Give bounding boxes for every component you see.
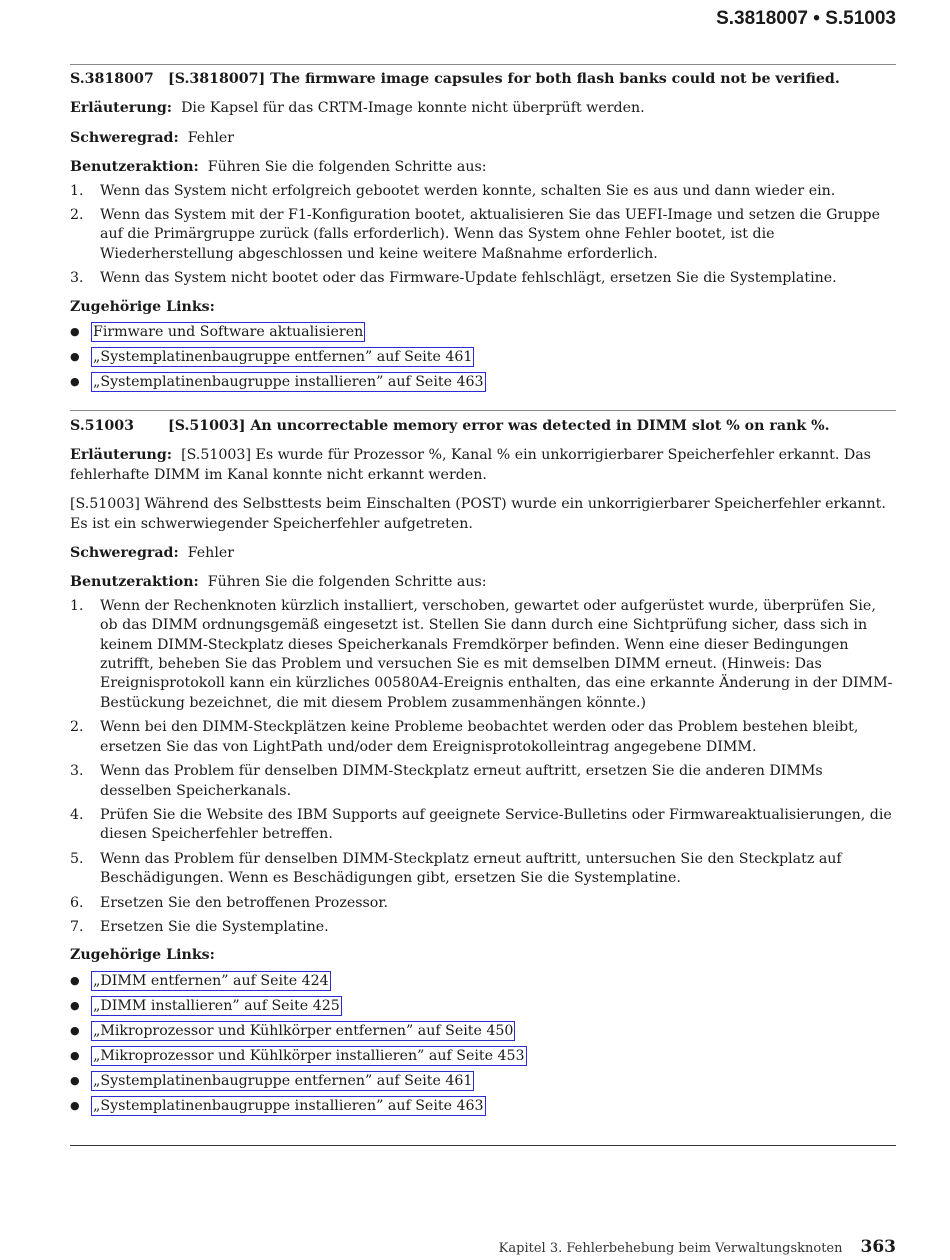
related-link[interactable]: Firmware und Software aktualisieren <box>93 324 364 341</box>
severity-label: Schweregrad: <box>70 129 179 146</box>
related-links-label: Zugehörige Links: <box>70 298 215 315</box>
related-link-item <box>70 971 896 991</box>
step-item <box>70 718 896 757</box>
bullet-icon: ● <box>70 999 80 1013</box>
section-divider <box>70 410 896 411</box>
message-heading <box>70 70 896 89</box>
message-title: [S.3818007] The firmware image capsules for both flash banks could not be verified. <box>168 71 840 87</box>
severity <box>70 544 896 563</box>
section-divider <box>70 64 896 65</box>
bullet-icon: ● <box>70 974 80 988</box>
step-number: 4. <box>70 806 84 823</box>
related-link-item <box>70 1071 896 1091</box>
explanation-label: Erläuterung: <box>70 447 173 464</box>
step-item <box>70 850 896 889</box>
step-text: Wenn der Rechenknoten kürzlich installiert, verschoben, gewartet oder aufgerüstet wurde, überprüfen Sie, ob das DIMM ordnungsgemäß eingesetzt ist. Stellen Sie dann durch eine Sichtprüfung sicher, dass sich in keinem DIMM-Steckplatz dieses Speicherkanals Fremdkörper befinden. Wenn eine dieser Bedingungen zutrifft, beheben Sie das Problem und versuchen Sie es mit demselben DIMM erneut. (Hinweis: Das Ereignisprotokoll kann ein kürzliches 00580A4-Ereignis enthalten, das eine erkannte Änderung in der DIMM-Bestückung bezeichnet, die mit diesem Problem zusammenhängen könnte.) <box>100 597 893 711</box>
related-link-item <box>70 1046 896 1066</box>
step-text: Prüfen Sie die Website des IBM Supports auf geeignete Service-Bulletins oder Firmwareaktualisierungen, die diesen Speicherfehler betreffen. <box>100 806 892 843</box>
related-link[interactable]: „DIMM entfernen” auf Seite 424 <box>93 972 329 989</box>
step-number: 2. <box>70 719 84 736</box>
related-link[interactable]: „Systemplatinenbaugruppe installieren” auf Seite 463 <box>93 1097 484 1114</box>
user-action-text: Führen Sie die folgenden Schritte aus: <box>207 574 487 591</box>
footer-divider <box>70 1145 896 1146</box>
step-item <box>70 894 896 913</box>
user-action-label: Benutzeraktion: <box>70 574 199 591</box>
step-text: Ersetzen Sie den betroffenen Prozessor. <box>100 894 389 911</box>
step-text: Ersetzen Sie die Systemplatine. <box>100 918 329 935</box>
step-number: 5. <box>70 850 84 867</box>
chapter-title: Kapitel 3. Fehlerbehebung beim Verwaltungsknoten <box>498 1241 843 1256</box>
step-number: 3. <box>70 270 84 287</box>
step-text: Wenn das System nicht bootet oder das Firmware-Update fehlschlägt, ersetzen Sie die Systemplatine. <box>100 270 837 287</box>
related-link-item <box>70 1096 896 1116</box>
explanation <box>70 99 896 118</box>
step-item <box>70 182 896 201</box>
message-heading <box>70 417 896 436</box>
step-number: 2. <box>70 207 84 224</box>
related-link-item <box>70 347 896 367</box>
step-item <box>70 762 896 801</box>
related-link-item <box>70 322 896 342</box>
related-links-label: Zugehörige Links: <box>70 947 215 964</box>
user-action-text: Führen Sie die folgenden Schritte aus: <box>207 159 487 176</box>
bullet-icon: ● <box>70 375 80 389</box>
user-action <box>70 158 896 177</box>
step-text: Wenn bei den DIMM-Steckplätzen keine Probleme beobachtet werden oder das Problem bestehen bleibt, ersetzen Sie das von LightPath und/oder dem Ereignisprotokolleintrag angegebene DIMM. <box>100 719 859 755</box>
step-item <box>70 918 896 937</box>
bullet-icon: ● <box>70 1024 80 1038</box>
severity-label: Schweregrad: <box>70 545 179 562</box>
related-link-item <box>70 372 896 392</box>
bullet-icon: ● <box>70 325 80 339</box>
related-link[interactable]: „Systemplatinenbaugruppe entfernen” auf Seite 461 <box>93 1072 473 1089</box>
related-link[interactable]: „Mikroprozessor und Kühlkörper installieren” auf Seite 453 <box>93 1047 525 1064</box>
related-link[interactable]: „Systemplatinenbaugruppe entfernen” auf Seite 461 <box>93 349 473 366</box>
message-id: S.51003 <box>70 418 135 434</box>
step-number: 6. <box>70 894 84 911</box>
bullet-icon: ● <box>70 1099 80 1113</box>
step-list <box>70 182 896 289</box>
severity-value: Fehler <box>187 129 235 146</box>
related-links <box>70 971 896 1116</box>
bullet-icon: ● <box>70 1049 80 1063</box>
bullet-icon: ● <box>70 350 80 364</box>
running-header: S.3818007 • S.51003 <box>716 8 896 29</box>
step-item <box>70 806 896 845</box>
related-link[interactable]: „Systemplatinenbaugruppe installieren” auf Seite 463 <box>93 374 484 391</box>
user-action-label: Benutzeraktion: <box>70 159 199 176</box>
related-link[interactable]: „DIMM installieren” auf Seite 425 <box>93 997 340 1014</box>
explanation-text: Die Kapsel für das CRTM-Image konnte nicht überprüft werden. <box>181 100 645 117</box>
explanation-continued: [S.51003] Während des Selbsttests beim Einschalten (POST) wurde ein unkorrigierbarer Speicherfehler erkannt. Es ist ein schwerwiegender Speicherfehler aufgetreten. <box>70 496 886 532</box>
step-number: 1. <box>70 182 84 199</box>
message-title: [S.51003] An uncorrectable memory error was detected in DIMM slot % on rank %. <box>168 418 830 434</box>
explanation <box>70 446 896 485</box>
step-text: Wenn das Problem für denselben DIMM-Steckplatz erneut auftritt, untersuchen Sie den Steckplatz auf Beschädigungen. Wenn es Beschädigungen gibt, ersetzen Sie die Systemplatine. <box>100 850 842 887</box>
step-text: Wenn das System nicht erfolgreich gebootet werden konnte, schalten Sie es aus und dann wieder ein. <box>100 182 836 199</box>
severity-value: Fehler <box>187 545 235 562</box>
message-section-s3818007 <box>70 70 896 397</box>
step-item <box>70 597 896 713</box>
step-item <box>70 206 896 264</box>
page-footer <box>499 1237 896 1257</box>
message-section-s51003 <box>70 417 896 1121</box>
related-link-item <box>70 1021 896 1041</box>
related-link[interactable]: „Mikroprozessor und Kühlkörper entfernen” auf Seite 450 <box>93 1022 514 1039</box>
explanation-label: Erläuterung: <box>70 100 173 117</box>
step-text: Wenn das Problem für denselben DIMM-Steckplatz erneut auftritt, ersetzen Sie die anderen DIMMs desselben Speicherkanals. <box>100 763 823 799</box>
user-action <box>70 573 896 592</box>
explanation-text: [S.51003] Es wurde für Prozessor %, Kanal % ein unkorrigierbarer Speicherfehler erkannt. Das fehlerhafte DIMM im Kanal konnte nicht erkannt werden. <box>70 447 871 483</box>
step-number: 1. <box>70 597 84 614</box>
severity <box>70 129 896 148</box>
step-number: 7. <box>70 918 84 935</box>
related-link-item <box>70 996 896 1016</box>
page-number: 363 <box>860 1237 896 1257</box>
bullet-icon: ● <box>70 1074 80 1088</box>
step-item <box>70 269 896 288</box>
step-number: 3. <box>70 763 84 780</box>
related-links <box>70 322 896 392</box>
step-text: Wenn das System mit der F1-Konfiguration bootet, aktualisieren Sie das UEFI-Image und setzen die Gruppe auf die Primärgruppe zurück (falls erforderlich). Wenn das System ohne Fehler bootet, ist die Wiederherstellung abgeschlossen und keine weitere Maßnahme erforderlich. <box>100 207 880 262</box>
step-list <box>70 597 896 938</box>
message-id: S.3818007 <box>70 71 154 87</box>
